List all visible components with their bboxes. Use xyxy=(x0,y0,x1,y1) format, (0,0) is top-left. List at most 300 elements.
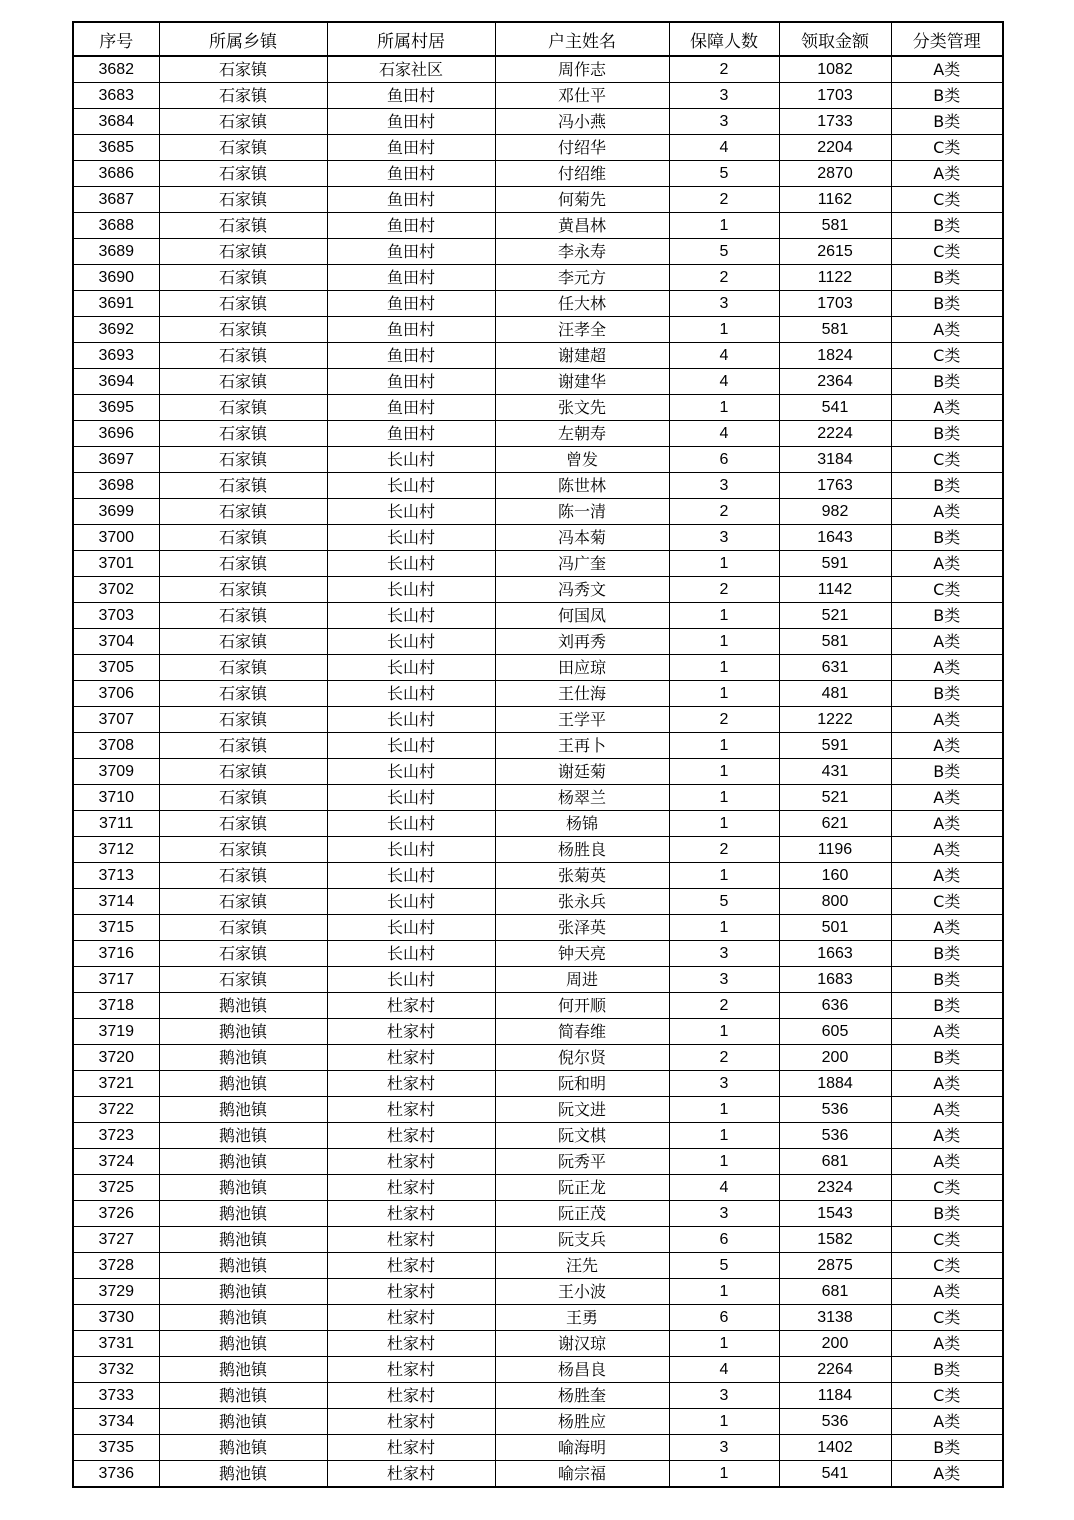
householder-name-cell: 王学平 xyxy=(495,707,669,733)
amount-cell: 800 xyxy=(779,889,891,915)
covered-persons-cell: 2 xyxy=(669,187,779,213)
covered-persons-cell: 3 xyxy=(669,291,779,317)
category-cell: B类 xyxy=(891,941,1003,967)
serial-number-cell: 3735 xyxy=(73,1435,159,1461)
category-cell: B类 xyxy=(891,1435,1003,1461)
amount-cell: 1884 xyxy=(779,1071,891,1097)
householder-name-cell: 何国凤 xyxy=(495,603,669,629)
householder-name-cell: 喻宗福 xyxy=(495,1461,669,1488)
village-cell: 长山村 xyxy=(327,499,495,525)
village-cell: 鱼田村 xyxy=(327,109,495,135)
village-cell: 长山村 xyxy=(327,863,495,889)
table-row xyxy=(73,213,1003,239)
village-cell: 鱼田村 xyxy=(327,213,495,239)
householder-name-cell: 张菊英 xyxy=(495,863,669,889)
township-cell: 鹅池镇 xyxy=(159,1045,327,1071)
serial-number-cell: 3717 xyxy=(73,967,159,993)
township-cell: 石家镇 xyxy=(159,343,327,369)
serial-number-cell: 3734 xyxy=(73,1409,159,1435)
table-row xyxy=(73,707,1003,733)
table-row xyxy=(73,1435,1003,1461)
category-cell: A类 xyxy=(891,499,1003,525)
category-cell: B类 xyxy=(891,1357,1003,1383)
township-cell: 石家镇 xyxy=(159,525,327,551)
village-cell: 长山村 xyxy=(327,655,495,681)
covered-persons-cell: 2 xyxy=(669,993,779,1019)
covered-persons-cell: 1 xyxy=(669,213,779,239)
village-cell: 鱼田村 xyxy=(327,343,495,369)
table-row xyxy=(73,733,1003,759)
category-cell: A类 xyxy=(891,56,1003,83)
serial-number-cell: 3701 xyxy=(73,551,159,577)
township-cell: 石家镇 xyxy=(159,551,327,577)
township-cell: 鹅池镇 xyxy=(159,1019,327,1045)
serial-number-cell: 3711 xyxy=(73,811,159,837)
serial-number-cell: 3730 xyxy=(73,1305,159,1331)
category-cell: B类 xyxy=(891,265,1003,291)
householder-name-cell: 阮文棋 xyxy=(495,1123,669,1149)
amount-cell: 1082 xyxy=(779,56,891,83)
serial-number-cell: 3727 xyxy=(73,1227,159,1253)
amount-cell: 631 xyxy=(779,655,891,681)
householder-name-cell: 刘再秀 xyxy=(495,629,669,655)
amount-cell: 2875 xyxy=(779,1253,891,1279)
amount-cell: 1643 xyxy=(779,525,891,551)
amount-cell: 1824 xyxy=(779,343,891,369)
serial-number-cell: 3714 xyxy=(73,889,159,915)
covered-persons-cell: 1 xyxy=(669,1019,779,1045)
village-cell: 长山村 xyxy=(327,681,495,707)
serial-number-cell: 3691 xyxy=(73,291,159,317)
township-cell: 石家镇 xyxy=(159,187,327,213)
covered-persons-cell: 2 xyxy=(669,499,779,525)
township-cell: 鹅池镇 xyxy=(159,1331,327,1357)
category-cell: A类 xyxy=(891,1279,1003,1305)
covered-persons-cell: 2 xyxy=(669,265,779,291)
category-cell: C类 xyxy=(891,889,1003,915)
serial-number-cell: 3683 xyxy=(73,83,159,109)
village-cell: 长山村 xyxy=(327,447,495,473)
category-cell: B类 xyxy=(891,421,1003,447)
covered-persons-cell: 1 xyxy=(669,733,779,759)
amount-cell: 160 xyxy=(779,863,891,889)
village-cell: 鱼田村 xyxy=(327,161,495,187)
category-cell: A类 xyxy=(891,707,1003,733)
township-cell: 石家镇 xyxy=(159,837,327,863)
amount-cell: 1543 xyxy=(779,1201,891,1227)
householder-name-cell: 杨昌良 xyxy=(495,1357,669,1383)
serial-number-cell: 3732 xyxy=(73,1357,159,1383)
village-cell: 鱼田村 xyxy=(327,239,495,265)
table-row xyxy=(73,109,1003,135)
village-cell: 长山村 xyxy=(327,915,495,941)
serial-number-cell: 3686 xyxy=(73,161,159,187)
serial-number-cell: 3723 xyxy=(73,1123,159,1149)
serial-number-cell: 3712 xyxy=(73,837,159,863)
amount-cell: 2224 xyxy=(779,421,891,447)
table-row xyxy=(73,551,1003,577)
header-township: 所属乡镇 xyxy=(159,22,327,56)
serial-number-cell: 3736 xyxy=(73,1461,159,1488)
covered-persons-cell: 4 xyxy=(669,343,779,369)
category-cell: A类 xyxy=(891,1461,1003,1488)
householder-name-cell: 阮支兵 xyxy=(495,1227,669,1253)
householder-name-cell: 谢汉琼 xyxy=(495,1331,669,1357)
amount-cell: 2615 xyxy=(779,239,891,265)
village-cell: 长山村 xyxy=(327,733,495,759)
category-cell: C类 xyxy=(891,135,1003,161)
householder-name-cell: 王勇 xyxy=(495,1305,669,1331)
village-cell: 杜家村 xyxy=(327,1149,495,1175)
table-row xyxy=(73,187,1003,213)
covered-persons-cell: 6 xyxy=(669,1305,779,1331)
serial-number-cell: 3695 xyxy=(73,395,159,421)
township-cell: 鹅池镇 xyxy=(159,1149,327,1175)
category-cell: C类 xyxy=(891,577,1003,603)
village-cell: 石家社区 xyxy=(327,56,495,83)
village-cell: 杜家村 xyxy=(327,1019,495,1045)
amount-cell: 581 xyxy=(779,629,891,655)
table-body xyxy=(73,56,1003,1487)
village-cell: 鱼田村 xyxy=(327,317,495,343)
covered-persons-cell: 2 xyxy=(669,837,779,863)
covered-persons-cell: 1 xyxy=(669,1123,779,1149)
table-row xyxy=(73,759,1003,785)
table-row xyxy=(73,629,1003,655)
covered-persons-cell: 3 xyxy=(669,525,779,551)
township-cell: 石家镇 xyxy=(159,863,327,889)
category-cell: C类 xyxy=(891,1383,1003,1409)
table-row xyxy=(73,1097,1003,1123)
category-cell: C类 xyxy=(891,343,1003,369)
township-cell: 石家镇 xyxy=(159,135,327,161)
category-cell: A类 xyxy=(891,863,1003,889)
village-cell: 杜家村 xyxy=(327,1045,495,1071)
table-row xyxy=(73,317,1003,343)
category-cell: B类 xyxy=(891,1045,1003,1071)
village-cell: 长山村 xyxy=(327,603,495,629)
amount-cell: 1196 xyxy=(779,837,891,863)
village-cell: 杜家村 xyxy=(327,1331,495,1357)
township-cell: 石家镇 xyxy=(159,759,327,785)
amount-cell: 481 xyxy=(779,681,891,707)
table-row xyxy=(73,603,1003,629)
table-row xyxy=(73,993,1003,1019)
householder-name-cell: 谢廷菊 xyxy=(495,759,669,785)
township-cell: 石家镇 xyxy=(159,447,327,473)
township-cell: 鹅池镇 xyxy=(159,1097,327,1123)
householder-name-cell: 何菊先 xyxy=(495,187,669,213)
covered-persons-cell: 3 xyxy=(669,941,779,967)
table-row xyxy=(73,837,1003,863)
serial-number-cell: 3698 xyxy=(73,473,159,499)
table-row xyxy=(73,1123,1003,1149)
village-cell: 杜家村 xyxy=(327,1201,495,1227)
township-cell: 石家镇 xyxy=(159,109,327,135)
township-cell: 石家镇 xyxy=(159,213,327,239)
township-cell: 石家镇 xyxy=(159,889,327,915)
amount-cell: 1703 xyxy=(779,83,891,109)
table-row xyxy=(73,343,1003,369)
amount-cell: 541 xyxy=(779,1461,891,1488)
township-cell: 石家镇 xyxy=(159,291,327,317)
village-cell: 杜家村 xyxy=(327,1227,495,1253)
householder-name-cell: 张泽英 xyxy=(495,915,669,941)
category-cell: C类 xyxy=(891,1305,1003,1331)
village-cell: 长山村 xyxy=(327,577,495,603)
category-cell: B类 xyxy=(891,993,1003,1019)
amount-cell: 3138 xyxy=(779,1305,891,1331)
covered-persons-cell: 5 xyxy=(669,161,779,187)
covered-persons-cell: 1 xyxy=(669,1279,779,1305)
householder-name-cell: 任大林 xyxy=(495,291,669,317)
amount-cell: 431 xyxy=(779,759,891,785)
category-cell: A类 xyxy=(891,1149,1003,1175)
householder-name-cell: 杨胜应 xyxy=(495,1409,669,1435)
table-row xyxy=(73,1071,1003,1097)
township-cell: 鹅池镇 xyxy=(159,1357,327,1383)
category-cell: A类 xyxy=(891,915,1003,941)
table-row xyxy=(73,1357,1003,1383)
serial-number-cell: 3709 xyxy=(73,759,159,785)
householder-name-cell: 邓仕平 xyxy=(495,83,669,109)
category-cell: A类 xyxy=(891,551,1003,577)
amount-cell: 591 xyxy=(779,551,891,577)
householder-name-cell: 李永寿 xyxy=(495,239,669,265)
serial-number-cell: 3703 xyxy=(73,603,159,629)
covered-persons-cell: 1 xyxy=(669,551,779,577)
covered-persons-cell: 3 xyxy=(669,1435,779,1461)
amount-cell: 681 xyxy=(779,1149,891,1175)
covered-persons-cell: 1 xyxy=(669,317,779,343)
householder-name-cell: 王仕海 xyxy=(495,681,669,707)
village-cell: 杜家村 xyxy=(327,993,495,1019)
amount-cell: 1663 xyxy=(779,941,891,967)
township-cell: 石家镇 xyxy=(159,577,327,603)
category-cell: C类 xyxy=(891,447,1003,473)
householder-name-cell: 田应琼 xyxy=(495,655,669,681)
amount-cell: 501 xyxy=(779,915,891,941)
covered-persons-cell: 1 xyxy=(669,863,779,889)
covered-persons-cell: 4 xyxy=(669,421,779,447)
amount-cell: 605 xyxy=(779,1019,891,1045)
covered-persons-cell: 1 xyxy=(669,629,779,655)
village-cell: 杜家村 xyxy=(327,1253,495,1279)
serial-number-cell: 3726 xyxy=(73,1201,159,1227)
village-cell: 长山村 xyxy=(327,759,495,785)
amount-cell: 536 xyxy=(779,1409,891,1435)
householder-name-cell: 谢建超 xyxy=(495,343,669,369)
householder-name-cell: 冯本菊 xyxy=(495,525,669,551)
category-cell: A类 xyxy=(891,785,1003,811)
category-cell: C类 xyxy=(891,1253,1003,1279)
township-cell: 鹅池镇 xyxy=(159,1201,327,1227)
householder-name-cell: 简春维 xyxy=(495,1019,669,1045)
table-row xyxy=(73,1305,1003,1331)
covered-persons-cell: 1 xyxy=(669,395,779,421)
covered-persons-cell: 3 xyxy=(669,967,779,993)
township-cell: 石家镇 xyxy=(159,733,327,759)
covered-persons-cell: 1 xyxy=(669,1097,779,1123)
category-cell: A类 xyxy=(891,1071,1003,1097)
township-cell: 石家镇 xyxy=(159,941,327,967)
header-covered-persons: 保障人数 xyxy=(669,22,779,56)
serial-number-cell: 3708 xyxy=(73,733,159,759)
township-cell: 鹅池镇 xyxy=(159,1461,327,1488)
category-cell: A类 xyxy=(891,1409,1003,1435)
village-cell: 杜家村 xyxy=(327,1435,495,1461)
amount-cell: 1763 xyxy=(779,473,891,499)
householder-name-cell: 喻海明 xyxy=(495,1435,669,1461)
township-cell: 石家镇 xyxy=(159,967,327,993)
village-cell: 杜家村 xyxy=(327,1305,495,1331)
amount-cell: 521 xyxy=(779,603,891,629)
village-cell: 杜家村 xyxy=(327,1409,495,1435)
category-cell: A类 xyxy=(891,161,1003,187)
householder-name-cell: 冯秀文 xyxy=(495,577,669,603)
householder-name-cell: 何开顺 xyxy=(495,993,669,1019)
serial-number-cell: 3688 xyxy=(73,213,159,239)
table-row xyxy=(73,811,1003,837)
householder-name-cell: 付绍维 xyxy=(495,161,669,187)
category-cell: C类 xyxy=(891,1227,1003,1253)
category-cell: A类 xyxy=(891,1123,1003,1149)
table-row xyxy=(73,421,1003,447)
table-row xyxy=(73,83,1003,109)
serial-number-cell: 3728 xyxy=(73,1253,159,1279)
covered-persons-cell: 1 xyxy=(669,915,779,941)
serial-number-cell: 3720 xyxy=(73,1045,159,1071)
table-row xyxy=(73,239,1003,265)
amount-cell: 536 xyxy=(779,1123,891,1149)
table-row xyxy=(73,1331,1003,1357)
village-cell: 长山村 xyxy=(327,785,495,811)
category-cell: B类 xyxy=(891,213,1003,239)
village-cell: 鱼田村 xyxy=(327,83,495,109)
village-cell: 杜家村 xyxy=(327,1383,495,1409)
township-cell: 石家镇 xyxy=(159,56,327,83)
serial-number-cell: 3696 xyxy=(73,421,159,447)
category-cell: B类 xyxy=(891,759,1003,785)
amount-cell: 982 xyxy=(779,499,891,525)
amount-cell: 1703 xyxy=(779,291,891,317)
covered-persons-cell: 1 xyxy=(669,1331,779,1357)
header-amount: 领取金额 xyxy=(779,22,891,56)
category-cell: A类 xyxy=(891,837,1003,863)
householder-name-cell: 陈世林 xyxy=(495,473,669,499)
category-cell: B类 xyxy=(891,369,1003,395)
amount-cell: 536 xyxy=(779,1097,891,1123)
header-village: 所属村居 xyxy=(327,22,495,56)
householder-name-cell: 倪尔贤 xyxy=(495,1045,669,1071)
householder-name-cell: 汪先 xyxy=(495,1253,669,1279)
amount-cell: 1683 xyxy=(779,967,891,993)
serial-number-cell: 3694 xyxy=(73,369,159,395)
amount-cell: 2364 xyxy=(779,369,891,395)
village-cell: 鱼田村 xyxy=(327,369,495,395)
serial-number-cell: 3733 xyxy=(73,1383,159,1409)
table-row xyxy=(73,161,1003,187)
township-cell: 石家镇 xyxy=(159,369,327,395)
householder-name-cell: 钟天亮 xyxy=(495,941,669,967)
township-cell: 鹅池镇 xyxy=(159,1227,327,1253)
amount-cell: 1582 xyxy=(779,1227,891,1253)
covered-persons-cell: 6 xyxy=(669,447,779,473)
category-cell: B类 xyxy=(891,473,1003,499)
category-cell: B类 xyxy=(891,109,1003,135)
covered-persons-cell: 3 xyxy=(669,1071,779,1097)
covered-persons-cell: 1 xyxy=(669,1461,779,1488)
table-row xyxy=(73,967,1003,993)
table-row xyxy=(73,369,1003,395)
covered-persons-cell: 3 xyxy=(669,83,779,109)
serial-number-cell: 3689 xyxy=(73,239,159,265)
village-cell: 长山村 xyxy=(327,525,495,551)
amount-cell: 521 xyxy=(779,785,891,811)
township-cell: 石家镇 xyxy=(159,629,327,655)
householder-name-cell: 汪孝全 xyxy=(495,317,669,343)
table-row xyxy=(73,889,1003,915)
table-row xyxy=(73,941,1003,967)
serial-number-cell: 3724 xyxy=(73,1149,159,1175)
village-cell: 鱼田村 xyxy=(327,291,495,317)
householder-name-cell: 王再卜 xyxy=(495,733,669,759)
householder-name-cell: 王小波 xyxy=(495,1279,669,1305)
serial-number-cell: 3692 xyxy=(73,317,159,343)
serial-number-cell: 3685 xyxy=(73,135,159,161)
covered-persons-cell: 1 xyxy=(669,811,779,837)
amount-cell: 541 xyxy=(779,395,891,421)
householder-name-cell: 黄昌林 xyxy=(495,213,669,239)
householder-name-cell: 杨胜良 xyxy=(495,837,669,863)
serial-number-cell: 3716 xyxy=(73,941,159,967)
serial-number-cell: 3702 xyxy=(73,577,159,603)
serial-number-cell: 3722 xyxy=(73,1097,159,1123)
village-cell: 鱼田村 xyxy=(327,265,495,291)
township-cell: 鹅池镇 xyxy=(159,1305,327,1331)
covered-persons-cell: 2 xyxy=(669,56,779,83)
amount-cell: 636 xyxy=(779,993,891,1019)
amount-cell: 3184 xyxy=(779,447,891,473)
amount-cell: 2870 xyxy=(779,161,891,187)
header-category: 分类管理 xyxy=(891,22,1003,56)
category-cell: B类 xyxy=(891,291,1003,317)
householder-name-cell: 张永兵 xyxy=(495,889,669,915)
covered-persons-cell: 3 xyxy=(669,1201,779,1227)
village-cell: 鱼田村 xyxy=(327,187,495,213)
village-cell: 长山村 xyxy=(327,837,495,863)
table-row xyxy=(73,395,1003,421)
table-row xyxy=(73,447,1003,473)
table-row xyxy=(73,1253,1003,1279)
township-cell: 石家镇 xyxy=(159,395,327,421)
householder-name-cell: 阮正龙 xyxy=(495,1175,669,1201)
covered-persons-cell: 1 xyxy=(669,1149,779,1175)
township-cell: 石家镇 xyxy=(159,785,327,811)
serial-number-cell: 3713 xyxy=(73,863,159,889)
amount-cell: 1222 xyxy=(779,707,891,733)
serial-number-cell: 3705 xyxy=(73,655,159,681)
village-cell: 长山村 xyxy=(327,473,495,499)
amount-cell: 200 xyxy=(779,1045,891,1071)
householder-name-cell: 杨胜奎 xyxy=(495,1383,669,1409)
category-cell: A类 xyxy=(891,1331,1003,1357)
covered-persons-cell: 1 xyxy=(669,785,779,811)
householder-name-cell: 阮秀平 xyxy=(495,1149,669,1175)
township-cell: 鹅池镇 xyxy=(159,1435,327,1461)
householder-name-cell: 冯广奎 xyxy=(495,551,669,577)
header-householder-name: 户主姓名 xyxy=(495,22,669,56)
